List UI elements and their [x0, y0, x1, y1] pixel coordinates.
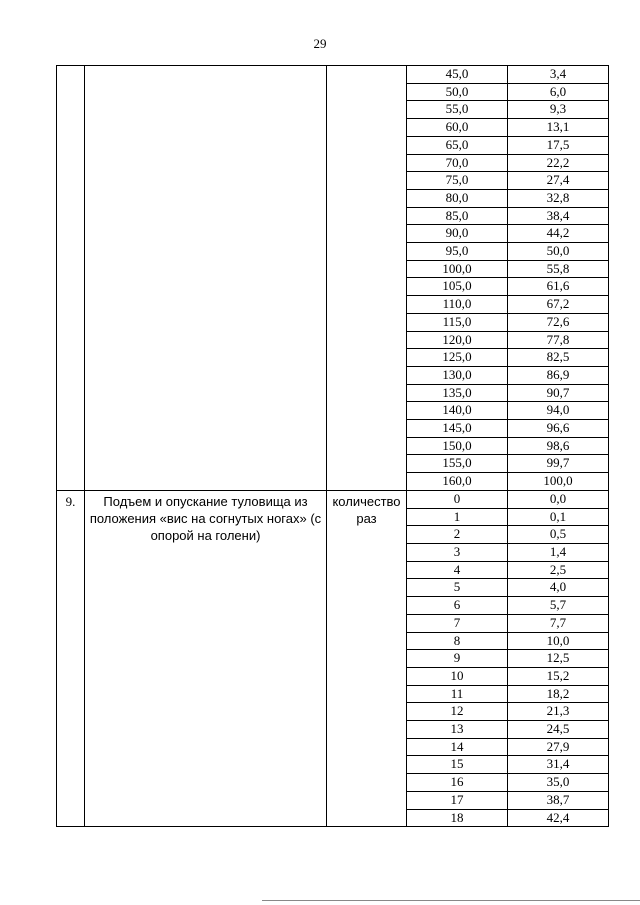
result-value: 8	[407, 632, 508, 650]
score-points: 2,5	[508, 561, 609, 579]
result-value: 145,0	[407, 420, 508, 438]
exercise-name-text: Подъем и опускание туловища из положения «вис на согнутых ногах» (с опорой на голени)	[89, 493, 322, 543]
score-points: 27,4	[508, 172, 609, 190]
score-points: 61,6	[508, 278, 609, 296]
score-points: 17,5	[508, 136, 609, 154]
result-value: 9	[407, 650, 508, 668]
result-value: 95,0	[407, 243, 508, 261]
score-points: 5,7	[508, 597, 609, 615]
result-value: 65,0	[407, 136, 508, 154]
exercise-number-text: 9.	[65, 493, 76, 509]
result-value: 60,0	[407, 119, 508, 137]
result-value: 85,0	[407, 207, 508, 225]
score-points: 24,5	[508, 721, 609, 739]
score-points: 31,4	[508, 756, 609, 774]
result-value: 105,0	[407, 278, 508, 296]
measurement-unit-text	[327, 66, 406, 68]
result-value: 0	[407, 490, 508, 508]
result-value: 18	[407, 809, 508, 827]
result-value: 2	[407, 526, 508, 544]
result-value: 10	[407, 667, 508, 685]
score-points: 0,1	[508, 508, 609, 526]
result-value: 155,0	[407, 455, 508, 473]
results-table-body	[57, 66, 609, 827]
result-value: 50,0	[407, 83, 508, 101]
result-value: 135,0	[407, 384, 508, 402]
score-points: 55,8	[508, 260, 609, 278]
result-value: 14	[407, 738, 508, 756]
results-table	[56, 65, 609, 827]
score-points: 3,4	[508, 66, 609, 84]
result-value: 6	[407, 597, 508, 615]
measurement-unit	[327, 66, 407, 491]
result-value: 160,0	[407, 473, 508, 491]
result-value: 70,0	[407, 154, 508, 172]
page-number: 29	[313, 36, 327, 51]
result-value: 130,0	[407, 366, 508, 384]
score-points: 32,8	[508, 189, 609, 207]
result-value: 55,0	[407, 101, 508, 119]
score-points: 94,0	[508, 402, 609, 420]
score-points: 99,7	[508, 455, 609, 473]
result-value: 120,0	[407, 331, 508, 349]
result-value: 90,0	[407, 225, 508, 243]
score-points: 50,0	[508, 243, 609, 261]
result-value: 45,0	[407, 66, 508, 84]
result-value: 17	[407, 791, 508, 809]
score-points: 13,1	[508, 119, 609, 137]
score-points: 9,3	[508, 101, 609, 119]
result-value: 80,0	[407, 189, 508, 207]
result-value: 4	[407, 561, 508, 579]
score-points: 10,0	[508, 632, 609, 650]
score-points: 0,5	[508, 526, 609, 544]
score-points: 18,2	[508, 685, 609, 703]
score-points: 98,6	[508, 437, 609, 455]
exercise-name-text	[85, 66, 326, 68]
score-points: 4,0	[508, 579, 609, 597]
result-value: 13	[407, 721, 508, 739]
score-points: 77,8	[508, 331, 609, 349]
exercise-number-text	[57, 66, 84, 68]
score-points: 96,6	[508, 420, 609, 438]
table-row	[57, 490, 609, 508]
result-value: 115,0	[407, 313, 508, 331]
score-points: 90,7	[508, 384, 609, 402]
table-row	[57, 66, 609, 84]
result-value: 7	[407, 614, 508, 632]
exercise-name	[85, 490, 327, 826]
score-points: 72,6	[508, 313, 609, 331]
score-points: 38,7	[508, 791, 609, 809]
score-points: 44,2	[508, 225, 609, 243]
score-points: 21,3	[508, 703, 609, 721]
measurement-unit-text: количество раз	[332, 493, 401, 526]
exercise-number	[57, 66, 85, 491]
score-points: 7,7	[508, 614, 609, 632]
exercise-name	[85, 66, 327, 491]
score-points: 27,9	[508, 738, 609, 756]
result-value: 100,0	[407, 260, 508, 278]
score-points: 67,2	[508, 296, 609, 314]
score-points: 100,0	[508, 473, 609, 491]
score-points: 6,0	[508, 83, 609, 101]
score-points: 86,9	[508, 366, 609, 384]
result-value: 5	[407, 579, 508, 597]
score-points: 35,0	[508, 774, 609, 792]
result-value: 16	[407, 774, 508, 792]
score-points: 12,5	[508, 650, 609, 668]
score-points: 1,4	[508, 543, 609, 561]
result-value: 15	[407, 756, 508, 774]
score-points: 42,4	[508, 809, 609, 827]
result-value: 150,0	[407, 437, 508, 455]
result-value: 11	[407, 685, 508, 703]
score-points: 15,2	[508, 667, 609, 685]
score-points: 38,4	[508, 207, 609, 225]
result-value: 110,0	[407, 296, 508, 314]
result-value: 140,0	[407, 402, 508, 420]
result-value: 3	[407, 543, 508, 561]
bottom-divider	[262, 900, 640, 901]
score-points: 0,0	[508, 490, 609, 508]
result-value: 75,0	[407, 172, 508, 190]
result-value: 1	[407, 508, 508, 526]
score-points: 22,2	[508, 154, 609, 172]
exercise-number	[57, 490, 85, 826]
result-value: 12	[407, 703, 508, 721]
score-points: 82,5	[508, 349, 609, 367]
measurement-unit	[327, 490, 407, 826]
result-value: 125,0	[407, 349, 508, 367]
